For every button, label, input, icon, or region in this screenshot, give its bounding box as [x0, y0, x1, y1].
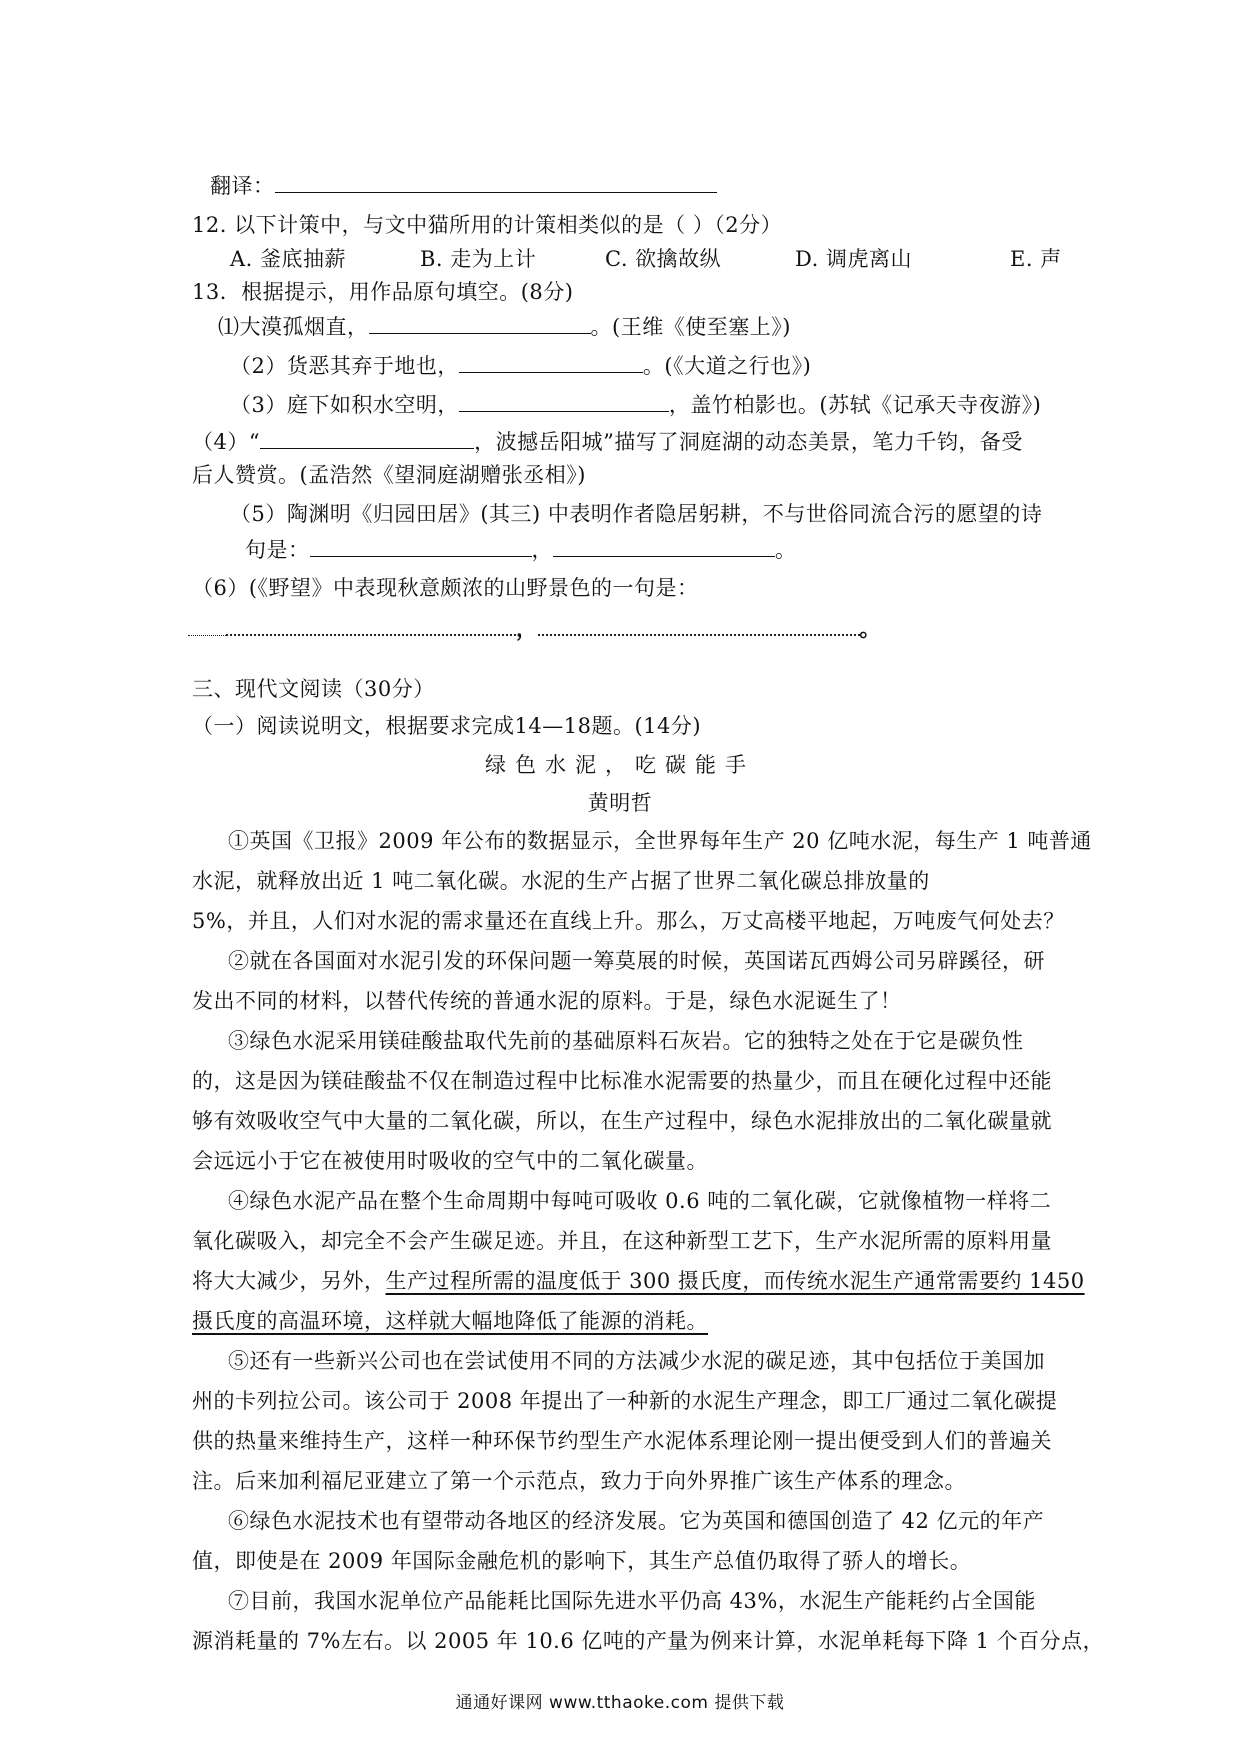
- q13-item-1-source: 。(王维《使至塞上》): [590, 315, 791, 339]
- article-p3-line2: 的，这是因为镁硅酸盐不仅在制造过程中比标准水泥需要的热量少，而且在硬化过程中还能: [192, 1069, 1052, 1093]
- article-p4-underlined-sentence-part1: 生产过程所需的温度低于 300 摄氏度，而传统水泥生产通常需要约 1450: [385, 1269, 1085, 1293]
- q13-item-3-prompt: （3）庭下如积水空明，: [230, 393, 459, 417]
- q13-item-5-prompt: 句是：: [245, 538, 310, 562]
- article-title: 绿色水泥，吃碳能手: [485, 753, 755, 777]
- q13-item-5-blank-1[interactable]: [310, 534, 532, 557]
- article-p1-line1: ①英国《卫报》2009 年公布的数据显示，全世界每年生产 20 亿吨水泥，每生产 1 吨普通: [228, 829, 1092, 853]
- q13-item-1-prompt: ⑴大漠孤烟直，: [218, 315, 369, 339]
- q12-option-e[interactable]: E. 声: [1010, 247, 1062, 271]
- article-p6-line1: ⑥绿色水泥技术也有望带动各地区的经济发展。它为英国和德国创造了 42 亿元的年产: [228, 1509, 1045, 1533]
- article-p6-line2: 值，即使是在 2009 年国际金融危机的影响下，其生产总值仍取得了骄人的增长。: [192, 1549, 972, 1573]
- article-p3-line4: 会远远小于它在被使用时吸收的空气中的二氧化碳量。: [192, 1149, 708, 1173]
- q12-stem: 12. 以下计策中，与文中猫所用的计策相类似的是（ ）（2分）: [192, 213, 783, 237]
- page-footer: 通通好课网 www.tthaoke.com 提供下载: [455, 1693, 785, 1713]
- q13-item-5-comma: ，: [531, 538, 553, 562]
- article-p4-line3-plain: 将大大减少，另外，: [192, 1269, 386, 1293]
- q13-item-5-blank-2[interactable]: [553, 534, 775, 557]
- article-p7-line1: ⑦目前，我国水泥单位产品能耗比国际先进水平仍高 43%，水泥生产能耗约占全国能: [228, 1589, 1036, 1613]
- q13-item-2-prompt: （2）货恶其弃于地也，: [230, 354, 459, 378]
- article-p3-line1: ③绿色水泥采用镁硅酸盐取代先前的基础原料石灰岩。它的独特之处在于它是碳负性: [228, 1029, 1024, 1053]
- q13-item-5-period: 。: [775, 538, 797, 562]
- q13-item-6-comma: ，: [516, 616, 538, 641]
- article-p5-line2: 州的卡列拉公司。该公司于 2008 年提出了一种新的水泥生产理念，即工厂通过二氧化碳提: [192, 1389, 1058, 1413]
- q13-item-4: [192, 426, 1023, 457]
- q13-stem: 13．根据提示，用作品原句填空。(8分): [192, 280, 574, 304]
- article-p4-line3: [192, 1266, 1085, 1296]
- q13-item-3-blank[interactable]: [459, 389, 669, 412]
- q13-item-2: [230, 350, 811, 381]
- q13-item-3: [230, 389, 1041, 420]
- article-p4-underlined-sentence-part2: 摄氏度的高温环境，这样就大幅地降低了能源的消耗。: [192, 1309, 708, 1333]
- article-p2-line1: ②就在各国面对水泥引发的环保问题一筹莫展的时候，英国诺瓦西姆公司另辟蹊径，研: [228, 949, 1045, 973]
- q13-item-1: [218, 311, 791, 342]
- article-p3-line3: 够有效吸收空气中大量的二氧化碳，所以，在生产过程中，绿色水泥排放出的二氧化碳量就: [192, 1109, 1052, 1133]
- q12-option-d[interactable]: D. 调虎离山: [795, 247, 912, 271]
- section-3-subheading: （一）阅读说明文，根据要求完成14—18题。(14分): [192, 714, 702, 738]
- q13-item-4-text: ，波撼岳阳城”描写了洞庭湖的动态美景，笔力千钧，备受: [474, 430, 1023, 454]
- q13-item-4-blank[interactable]: [260, 426, 474, 449]
- article-p4-line2: 氧化碳吸入，却完全不会产生碳足迹。并且，在这种新型工艺下，生产水泥所需的原料用量: [192, 1229, 1052, 1253]
- q13-item-6-line1: （6）(《野望》中表现秋意颇浓的山野景色的一句是：: [192, 576, 699, 600]
- q13-item-5-line2: [245, 534, 797, 565]
- q13-item-6-blank-1[interactable]: [226, 612, 516, 636]
- article-p5-line1: ⑤还有一些新兴公司也在尝试使用不同的方法减少水泥的碳足迹，其中包括位于美国加: [228, 1349, 1045, 1373]
- article-p5-line4: 注。后来加利福尼亚建立了第一个示范点，致力于向外界推广该生产体系的理念。: [192, 1469, 966, 1493]
- article-p1-line2: 水泥，就释放出近 1 吨二氧化碳。水泥的生产占据了世界二氧化碳总排放量的: [192, 869, 930, 893]
- q12-option-c[interactable]: C. 欲擒故纵: [605, 247, 722, 271]
- article-p7-line2: 源消耗量的 7%左右。以 2005 年 10.6 亿吨的产量为例来计算，水泥单耗每下降 1 个百分点，: [192, 1629, 1105, 1653]
- article-p4-line1: ④绿色水泥产品在整个生命周期中每吨可吸收 0.6 吨的二氧化碳，它就像植物一样将二: [228, 1189, 1052, 1213]
- q13-item-4-prompt: （4）“: [192, 430, 261, 454]
- q13-item-2-blank[interactable]: [459, 350, 643, 373]
- q12-option-a[interactable]: A. 釜底抽薪: [230, 247, 347, 271]
- article-p5-line3: 供的热量来维持生产，这样一种环保节约型生产水泥体系理论刚一提出便受到人们的普遍关: [192, 1429, 1052, 1453]
- q11-answer-blank[interactable]: [275, 170, 717, 193]
- q11-label: 翻译：: [210, 174, 275, 198]
- section-3-heading: 三、现代文阅读（30分）: [192, 677, 435, 701]
- q13-item-6-blank-2[interactable]: [538, 612, 860, 636]
- article-p2-line2: 发出不同的材料，以替代传统的普通水泥的原料。于是，绿色水泥诞生了！: [192, 989, 902, 1013]
- article-author: 黄明哲: [587, 791, 653, 815]
- q13-item-4-line2: 后人赞赏。(孟浩然《望洞庭湖赠张丞相》): [192, 463, 586, 487]
- article-p1-line3: 5%，并且，人们对水泥的需求量还在直线上升。那么，万丈高楼平地起，万吨废气何处去？: [192, 909, 1065, 933]
- q12-option-b[interactable]: B. 走为上计: [420, 247, 537, 271]
- q13-item-2-source: 。(《大道之行也》): [642, 354, 812, 378]
- q13-item-5-line1: （5）陶渊明《归园田居》(其三) 中表明作者隐居躬耕，不与世俗同流合污的愿望的诗: [230, 502, 1043, 526]
- q13-item-6-line2: [188, 612, 881, 644]
- q11-translation-line: [210, 170, 717, 201]
- q13-item-6-period: 。: [859, 616, 881, 641]
- q13-item-6-lead-dots: [188, 613, 226, 636]
- q13-item-3-source: ，盖竹柏影也。(苏轼《记承天寺夜游》): [668, 393, 1042, 417]
- q13-item-1-blank[interactable]: [369, 311, 591, 334]
